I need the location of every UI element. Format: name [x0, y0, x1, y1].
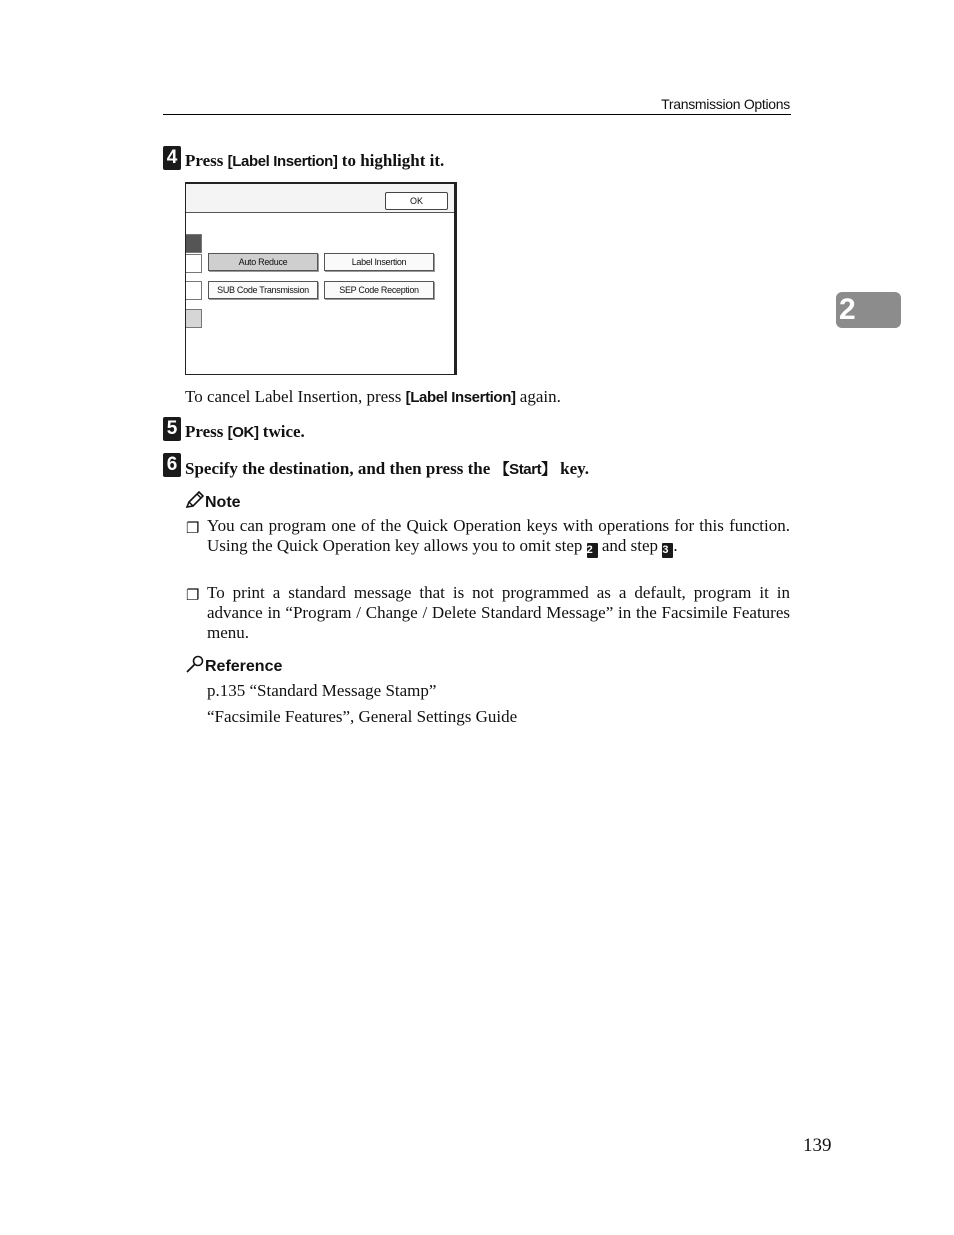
- note-item-2: To print a standard message that is not programmed as a default, program it in advance in “Program / Change / Delete Standard Message” in the Facsimile Features menu.: [207, 583, 790, 642]
- label-insertion-button[interactable]: Label Insertion: [324, 253, 434, 271]
- step-number-5: 5: [163, 417, 181, 441]
- side-tab-2[interactable]: [186, 254, 202, 273]
- step-4-suffix: to highlight it.: [337, 151, 445, 170]
- control-panel-screenshot: [185, 182, 457, 375]
- step-4-instruction: [185, 151, 444, 171]
- step-5-suffix: twice.: [258, 422, 305, 441]
- cancel-instruction: [185, 387, 561, 408]
- reference-item-1[interactable]: p.135 “Standard Message Stamp”: [207, 681, 437, 700]
- step-6-prefix: Specify the destination, and then press the: [185, 459, 495, 478]
- step-5-prefix: Press: [185, 422, 228, 441]
- step-6-instruction: [185, 458, 589, 479]
- step-5-instruction: [185, 422, 305, 442]
- note-item-1: [207, 516, 790, 558]
- note-1-text-a: You can program one of the Quick Operation keys with operations for this function. Using the Quick Operation key allows you to omit step: [207, 516, 790, 555]
- cancel-key: [Label Insertion]: [405, 389, 516, 406]
- header-rule: [163, 114, 791, 115]
- cancel-prefix: To cancel Label Insertion, press: [185, 387, 406, 406]
- cancel-suffix: again.: [515, 387, 561, 406]
- ok-button[interactable]: OK: [385, 192, 448, 210]
- side-tab-4[interactable]: [186, 309, 202, 328]
- step-ref-2: 2: [587, 543, 598, 558]
- page-number: 139: [803, 1135, 832, 1156]
- checkbox-icon: ❐: [186, 521, 200, 537]
- checkbox-icon: ❐: [186, 588, 200, 604]
- auto-reduce-button[interactable]: Auto Reduce: [208, 253, 318, 271]
- step-number-4: 4: [163, 146, 181, 170]
- running-head: Transmission Options: [661, 96, 790, 112]
- note-1-text-b: and step: [597, 536, 663, 555]
- step-5-key: [OK]: [227, 424, 259, 441]
- step-6-suffix: key.: [555, 459, 589, 478]
- reference-item-2[interactable]: “Facsimile Features”, General Settings Guide: [207, 707, 518, 726]
- note-label: Note: [205, 494, 241, 511]
- pencil-icon: [185, 491, 205, 509]
- note-heading: [185, 491, 241, 512]
- step-4-key: [Label Insertion]: [227, 153, 338, 170]
- reference-heading: [185, 655, 282, 676]
- side-tab-3[interactable]: [186, 281, 202, 300]
- sub-code-transmission-button[interactable]: SUB Code Transmission: [208, 281, 318, 299]
- chapter-tab: 2: [836, 292, 901, 328]
- step-6-key: 【Start】: [494, 461, 556, 478]
- sep-code-reception-button[interactable]: SEP Code Reception: [324, 281, 434, 299]
- note-1-text-c: .: [673, 536, 678, 555]
- reference-label: Reference: [205, 658, 283, 675]
- side-tab-1[interactable]: [186, 234, 202, 253]
- magnifier-icon: [185, 655, 205, 673]
- step-ref-3: 3: [662, 543, 673, 558]
- step-number-6: 6: [163, 453, 181, 477]
- step-4-prefix: Press: [185, 151, 228, 170]
